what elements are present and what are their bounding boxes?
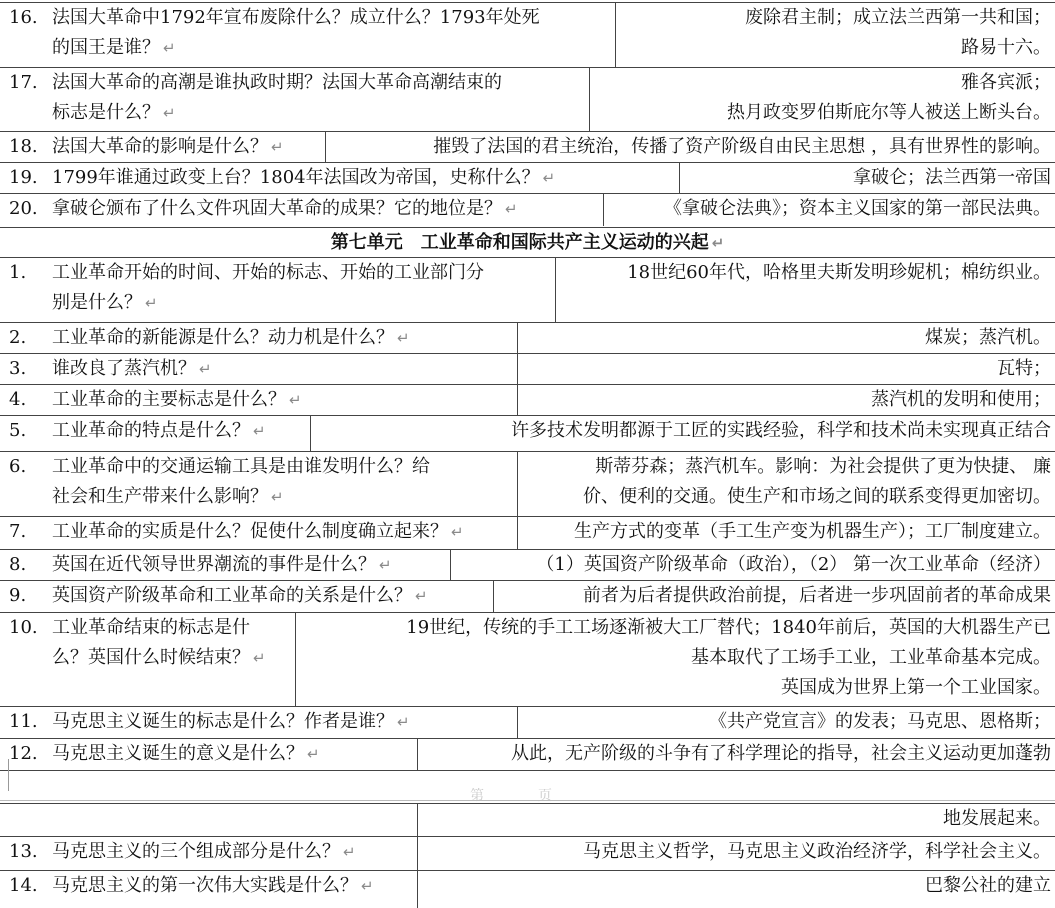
question-cell [52,871,417,901]
answer-cell [517,707,1055,738]
paragraph-mark-icon: ↵ [253,422,266,440]
answer-line: 价、便利的交通。使生产和市场之间的联系变得更加密切。 [583,486,1051,507]
answer-line: 路易十六。 [961,37,1051,58]
table-row [0,384,1055,415]
question-text [52,354,511,384]
answer-cell [417,837,1055,870]
table-row [0,451,1055,516]
question-line: 英国资产阶级革命和工业革命的关系是什么？ [52,585,412,606]
paragraph-mark-icon: ↵ [271,138,284,156]
answer-line: 斯蒂芬森；蒸汽机车。影响：为社会提供了更为快捷、 廉 [595,456,1051,477]
answer-cell [295,613,1055,706]
answer-cell [417,739,1055,770]
paragraph-mark-icon: ↵ [253,649,266,667]
question-text [52,194,597,224]
answer-cell [615,3,1055,68]
unit-heading [0,228,1055,258]
question-cell [52,517,517,547]
answer-line: 蒸汽机的发明和使用； [871,389,1051,410]
answer-line: 19世纪，传统的手工工场逐渐被大工厂替代；1840年前后，英国的大机器生产已 [406,617,1051,638]
table-row [0,2,1055,68]
paragraph-mark-icon: ↵ [711,234,725,252]
question-text [52,132,319,162]
row-number: 1. [9,262,27,283]
question-cell [52,132,325,162]
question-text [52,550,444,580]
question-line: 法国大革命的高潮是谁执政时期？法国大革命高潮结束的 [52,72,502,93]
row-number: 18. [9,136,38,157]
question-cell [52,739,417,769]
question-cell [52,385,517,415]
answer-cell [450,550,1055,580]
table-row [0,549,1055,580]
answer-line: 瓦特； [997,358,1051,379]
question-text [52,643,289,673]
question-text [52,68,583,98]
row-number: 8. [9,554,27,575]
question-cell [52,581,493,611]
paragraph-mark-icon: ↵ [145,294,158,312]
answer-cell [517,354,1055,384]
answer-line: 前者为后者提供政治前提，后者进一步巩固前者的革命成果 [583,585,1051,606]
answer-cell [679,163,1055,193]
question-text [52,163,673,193]
row-number: 7. [9,521,27,542]
answer-cell [517,385,1055,415]
table-row [0,193,1055,226]
paragraph-mark-icon: ↵ [397,329,410,347]
table-row [0,580,1055,612]
paragraph-mark-icon: ↵ [163,104,176,122]
row-number: 6. [9,456,27,477]
row-number: 16. [9,7,38,28]
table-row [0,516,1055,549]
question-line: 工业革命结束的标志是什 [52,617,250,638]
answer-line: 《共产党宣言》的发表；马克思、恩格斯； [709,711,1051,732]
paragraph-mark-icon: ↵ [271,488,284,506]
row-number: 14. [9,875,38,896]
unit-heading-text: 第七单元 工业革命和国际共产主义运动的兴起 [330,232,709,253]
answer-line: 废除君主制；成立法兰西第一共和国； [745,7,1051,28]
row-number: 17. [9,72,38,93]
question-line: 马克思主义诞生的意义是什么？ [52,743,304,764]
question-cell [52,258,555,318]
answer-line: 地发展起来。 [943,808,1051,829]
question-line: 社会和生产带来什么影响？ [52,486,268,507]
question-line: 英国在近代领导世界潮流的事件是什么？ [52,554,376,575]
question-text [52,739,411,769]
question-text [52,517,511,547]
question-cell [52,163,679,193]
answer-line: 生产方式的变革（手工生产变为机器生产）；工厂制度建立。 [574,521,1051,542]
row-number: 19. [9,167,38,188]
answer-line: 拿破仑；法兰西第一帝国 [853,167,1051,188]
answer-cell [325,132,1055,162]
answer-cell [517,452,1055,516]
paragraph-mark-icon: ↵ [542,169,556,187]
question-cell [52,452,517,512]
table-row [0,353,1055,384]
question-line: 标志是什么？ [52,102,160,123]
question-cell [52,68,589,128]
row-number: 20. [9,198,38,219]
question-cell [52,416,310,446]
table-row [0,322,1055,353]
paragraph-mark-icon: ↵ [163,39,176,57]
answer-cell [493,581,1055,612]
answer-cell [417,871,1055,908]
table-row [0,738,1055,771]
question-line: 的国王是谁？ [52,37,160,58]
question-line: 工业革命的主要标志是什么？ [52,389,286,410]
question-text [52,323,511,353]
question-text [52,707,511,737]
question-cell [52,613,295,673]
paragraph-mark-icon: ↵ [289,391,302,409]
answer-cell [555,258,1055,322]
question-text [52,288,549,318]
question-line: 马克思主义的第一次伟大实践是什么？ [52,875,358,896]
table-row [0,836,1055,870]
question-text [52,416,304,446]
question-cell [52,3,615,63]
answer-cell [603,194,1055,226]
question-cell [52,837,417,867]
row-number: 13. [9,841,38,862]
question-cell [52,354,517,384]
question-line: 1799年谁通过政变上台？1804年法国改为帝国，史称什么？ [52,167,540,188]
question-text [52,581,487,611]
answer-cell [417,804,1055,836]
question-text [52,871,411,901]
question-line: 别是什么？ [52,292,142,313]
row-number: 5. [9,420,27,441]
page-break [0,771,1055,804]
row-number: 9. [9,585,27,606]
question-cell [52,707,517,737]
paragraph-mark-icon: ↵ [505,200,518,218]
answer-line: 马克思主义哲学，马克思主义政治经济学，科学社会主义。 [583,841,1051,862]
question-line: 工业革命的特点是什么？ [52,420,250,441]
table-row [0,612,1055,706]
question-line: 拿破仑颁布了什么文件巩固大革命的成果？它的地位是？ [52,198,502,219]
table-row [0,257,1055,322]
question-line: 法国大革命的影响是什么？ [52,136,268,157]
answer-cell [589,68,1055,131]
answer-line: （1）英国资产阶级革命（政治），（2） 第一次工业革命（经济） [536,554,1051,575]
question-line: 谁改良了蒸汽机？ [52,358,196,379]
answer-cell [517,517,1055,549]
row-number: 4. [9,389,27,410]
answer-cell [517,323,1055,353]
question-text [52,33,609,63]
unit-heading-row [0,227,1055,257]
paragraph-mark-icon: ↵ [397,713,410,731]
paragraph-mark-icon: ↵ [379,556,392,574]
question-line: 工业革命的实质是什么？促使什么制度确立起来？ [52,521,448,542]
question-line: 工业革命的新能源是什么？动力机是什么？ [52,327,394,348]
answer-line: 煤炭；蒸汽机。 [925,327,1051,348]
row-number: 10. [9,617,38,638]
answer-line: 18世纪60年代，哈格里夫斯发明珍妮机；棉纺织业。 [627,262,1051,283]
paragraph-mark-icon: ↵ [199,360,212,378]
question-text [52,482,511,512]
paragraph-mark-icon: ↵ [451,523,464,541]
question-cell [52,323,517,353]
page-margin-marker [0,759,9,791]
question-text [52,385,511,415]
row-number: 11. [9,711,38,732]
table-row [0,67,1055,131]
table-row [0,803,1055,836]
answer-line: 摧毁了法国的君主统治，传播了资产阶级自由民主思想 ，具有世界性的影响。 [433,136,1051,157]
question-text [52,258,549,288]
paragraph-mark-icon: ↵ [361,877,374,895]
answer-line: 许多技术发明都源于工匠的实践经验，科学和技术尚未实现真正结合 [511,420,1051,441]
table-row [0,706,1055,738]
question-line: 马克思主义诞生的标志是什么？作者是谁？ [52,711,394,732]
page-break-line [0,800,1055,801]
answer-cell [310,416,1055,451]
paragraph-mark-icon: ↵ [307,745,320,763]
table-row [0,131,1055,162]
question-text [52,837,411,867]
answer-line: 巴黎公社的建立 [925,875,1051,896]
paragraph-mark-icon: ↵ [415,587,428,605]
question-line: 么？英国什么时候结束？ [52,647,250,668]
paragraph-mark-icon: ↵ [343,843,356,861]
question-text [52,98,583,128]
row-number: 3. [9,358,27,379]
table-row [0,162,1055,193]
row-number: 12. [9,743,38,764]
answer-line: 基本取代了工场手工业，工业革命基本完成。 [691,647,1051,668]
question-line: 工业革命中的交通运输工具是由谁发明什么？给 [52,456,430,477]
question-line: 法国大革命中1792年宣布废除什么？成立什么？1793年处死 [52,7,540,28]
question-line: 马克思主义的三个组成部分是什么？ [52,841,340,862]
question-line: 工业革命开始的时间、开始的标志、开始的工业部门分 [52,262,484,283]
question-cell [52,194,603,224]
table-row [0,415,1055,451]
question-text [52,3,609,33]
answer-line: 英国成为世界上第一个工业国家。 [781,677,1051,698]
answer-line: 《拿破仑法典》；资本主义国家的第一部民法典。 [664,198,1051,219]
row-number: 2. [9,327,27,348]
question-text [52,452,511,482]
table-row [0,870,1055,908]
answer-line: 从此，无产阶级的斗争有了科学理论的指导，社会主义运动更加蓬勃 [511,743,1051,764]
page-footer: 第 页 [470,788,572,804]
answer-line: 热月政变罗伯斯庇尔等人被送上断头台。 [727,102,1051,123]
question-text [52,613,289,643]
question-cell [52,550,450,580]
answer-line: 雅各宾派； [961,72,1051,93]
